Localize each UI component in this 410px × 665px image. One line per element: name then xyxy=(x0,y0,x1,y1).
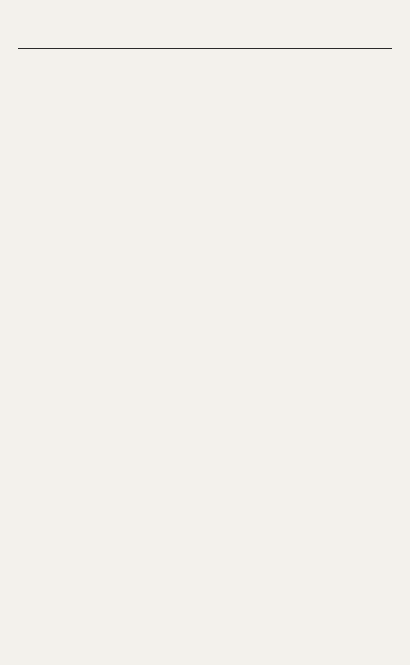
toc-content xyxy=(20,62,392,69)
running-header xyxy=(18,24,392,49)
